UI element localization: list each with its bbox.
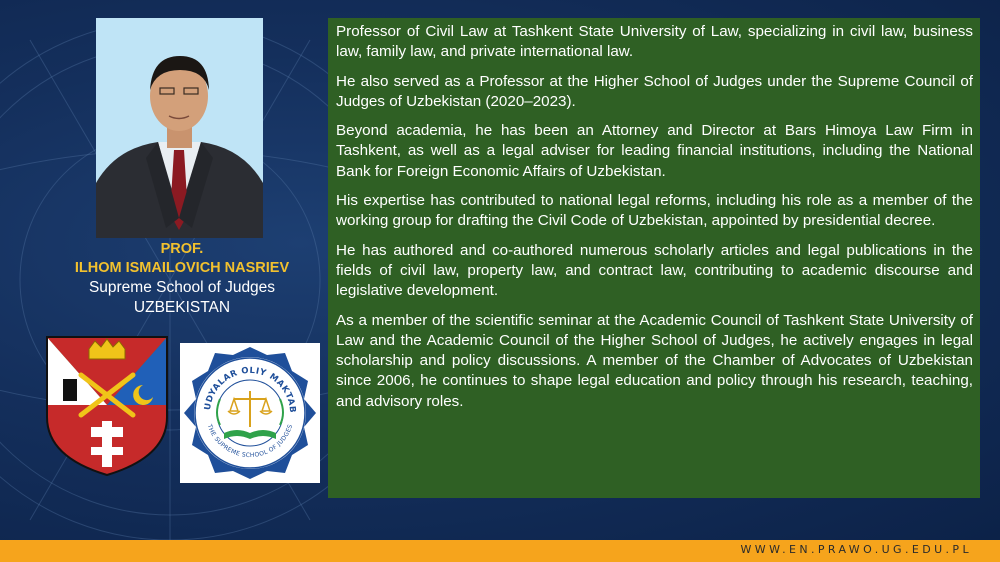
speaker-name: ILHOM ISMAILOVICH NASRIEV (74, 260, 290, 276)
speaker-title: PROF. (160, 241, 204, 257)
speaker-photo (96, 18, 263, 238)
coat-of-arms-logo (45, 335, 169, 477)
speaker-name-block (40, 240, 324, 318)
bio-paragraph: As a member of the scientific seminar at the Academic Council of Tashkent State University of Law and the Academic Council of the Higher School of Judges, he actively engages in legal scholarship and policy discussions. A member of the Chamber of Advocates of Uzbekistan since 2006, he continues to shape legal education and policy through his research, teaching, and advisory roles. (336, 311, 973, 410)
supreme-school-of-judges-seal (180, 343, 320, 483)
seal-bottom-text: THE SUPREME SCHOOL OF JUDGES (205, 423, 295, 460)
speaker-country: UZBEKISTAN (133, 299, 231, 316)
seal-top-text: UDYALAR OLIY MAKTAB (203, 365, 298, 414)
bio-paragraph: Professor of Civil Law at Tashkent State University of Law, specializing in civil law, business law, family law, and private international law. (336, 23, 973, 61)
biography-panel (328, 18, 980, 498)
bio-paragraph: He has authored and co-authored numerous scholarly articles and legal publications in the fields of civil law, property law, and contract law, contributing to academic discourse and legislative development. (336, 241, 973, 300)
bio-paragraph: His expertise has contributed to national legal reforms, including his role as a member of the working group for drafting the Civil Code of Uzbekistan, appointed by presidential decree. (336, 192, 973, 230)
footer-website-url: WWW.EN.PRAWO.UG.EDU.PL (740, 543, 972, 556)
bio-paragraph: He also served as a Professor at the Higher School of Judges under the Supreme Council of Judges of Uzbekistan (2020–2023). (336, 72, 973, 110)
footer-bar (0, 540, 1000, 562)
bio-paragraph: Beyond academia, he has been an Attorney and Director at Bars Himoya Law Firm in Tashkent, as well as a legal adviser for leading financial institutions, including the National Bank for Foreign Economic Affairs of Uzbekistan. (336, 122, 973, 180)
speaker-affiliation: Supreme School of Judges (88, 279, 276, 296)
